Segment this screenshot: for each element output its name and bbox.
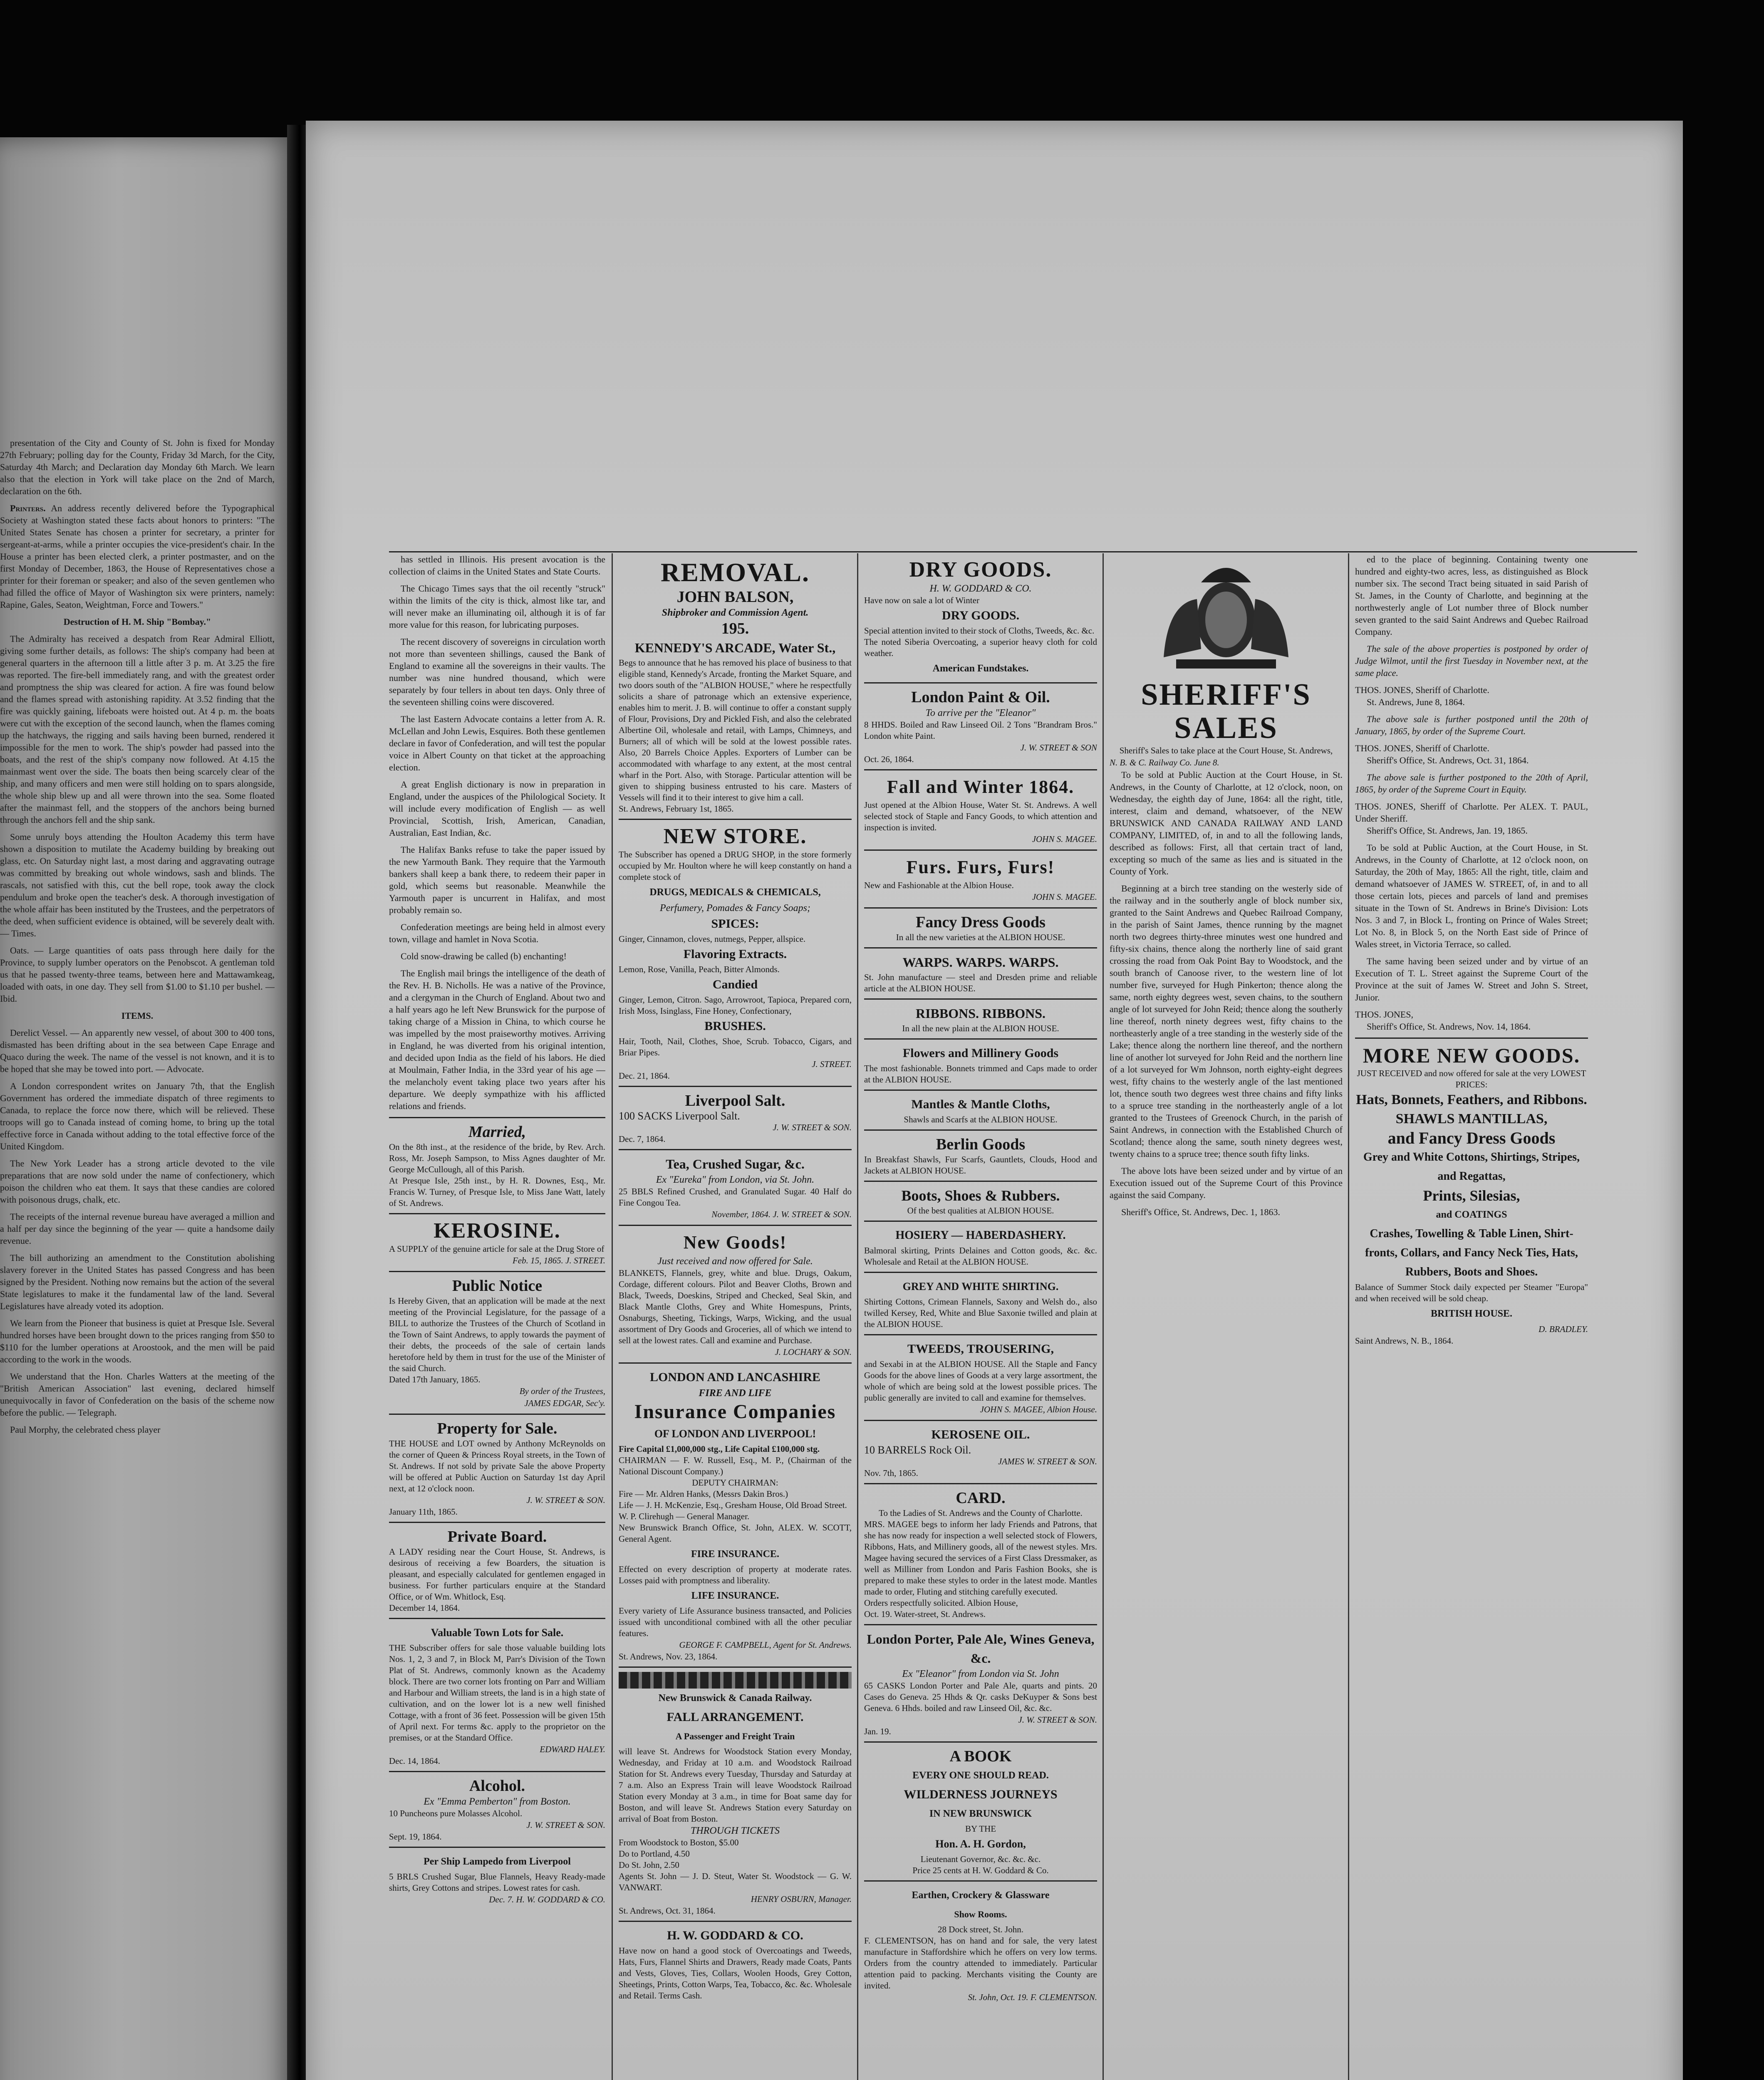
sheriff-sales-office: Sheriff's Office, St. Andrews, Dec. 1, 1863. xyxy=(1121,1207,1280,1217)
card-date: Oct. 19. Water-street, St. Andrews. xyxy=(864,1609,986,1619)
public-notice-heading: Public Notice xyxy=(452,1277,543,1295)
dry-goods-ad xyxy=(864,553,1097,682)
derelict-paragraph: Derelict Vessel. — An apparently new vessel, of about 300 to 400 tons, dismasted has been drifting about in the sea between Cape Enrage and Quaco during the week. The name of the vessel is not known, and it is to be hoped that she may be towed into port. — Advocate. xyxy=(0,1028,275,1074)
tract-continuation: ed to the place of beginning. Containing twenty one hundred and eighty-two acres, less, as distinguished as Block number six. The second Tract being situated in said Parish of St. James, in the County of Charlotte, and beginning at the northwesterly angle of Lot number three of Block number seven granted to the said Saint Andrews and Quebec Railroad Company. xyxy=(1355,554,1588,637)
london-paint-heading: London Paint & Oil. xyxy=(911,688,1050,706)
postponement-2-signature: THOS. JONES, Sheriff of Charlotte. xyxy=(1355,743,1489,753)
removal-body: Begs to announce that he has removed his place of business to that eligible stand, Kennedy's Arcade, fronting the Market Square, and two doors south of the "ALBION HOUSE," where he respectfully solicits a share of patronage which an extensive experience, enables him to merit. J. B. will continue to offer a constant supply of Flour, Provisions, Dry and Pickled Fish, and also the celebrated Albertine Oil, wholesale and retail, with Lamps, Chimneys, and Burners; all of which will be sold at the lowest possible rates. Also, 20 Barrels Choice Apples. Exporters of Lumber can be accommodated with wharfage to any extent, at the most central wharf in the Port. Also, with Storage. Particular attention will be given to shipping business entrusted to his care. Masters of Vessels will find it to their interest to give him a call. xyxy=(619,658,852,802)
kerosene-oil-date: Nov. 7th, 1865. xyxy=(864,1468,918,1478)
new-store-body: The Subscriber has opened a DRUG SHOP, in the store formerly occupied by Mr. Houlton where he will keep constantly on hand a complete stock of xyxy=(619,849,852,882)
lampedo-ad xyxy=(389,1847,605,1910)
kerosine-body: A SUPPLY of the genuine article for sale at the Drug Store of xyxy=(389,1244,605,1254)
kerosene-oil-heading: KEROSENE OIL. xyxy=(931,1428,1030,1441)
new-goods-subheading: Just received and now offered for Sale. xyxy=(657,1256,813,1267)
book-price: Price 25 cents at H. W. Goddard & Co. xyxy=(912,1865,1049,1875)
column-2 xyxy=(619,553,852,2080)
card-heading: CARD. xyxy=(956,1489,1006,1507)
removal-number: 195. xyxy=(721,620,749,637)
mantles-ad xyxy=(864,1090,1097,1129)
mantles-body: Shawls and Scarfs at the ALBION HOUSE. xyxy=(904,1114,1058,1124)
liverpool-salt-heading: Liverpool Salt. xyxy=(685,1092,785,1109)
more-new-goods-footer: Balance of Summer Stock daily expected per Steamer "Europa" and when received will be sold cheap. xyxy=(1355,1282,1588,1303)
oats-paragraph: Oats. — Large quantities of oats pass through here daily for the Province, to supply lumber operators on the Penobscot. A gentleman told us that he passed twenty-three teams, between here and Mattawamkeag, loaded with oats, in one day. They sell from $1.00 to $1.10 per bushel. — Ibid. xyxy=(0,945,275,1004)
porter-signature: J. W. STREET & SON. xyxy=(1018,1715,1097,1725)
crockery-address: 28 Dock street, St. John. xyxy=(938,1924,1023,1934)
more-new-goods-ad xyxy=(1355,1038,1588,1351)
insurance-heading: LONDON AND LANCASHIRE xyxy=(649,1370,821,1384)
railway-date: St. Andrews, Oct. 31, 1864. xyxy=(619,1906,716,1916)
sheriff-sales-railway: N. B. & C. Railway Co. June 8. xyxy=(1110,758,1219,768)
kerosine-heading: KEROSINE. xyxy=(434,1219,561,1243)
fall-winter-body: Just opened at the Albion House, Water St. St. Andrews. A well selected stock of Staple and Fancy Goods, to which attention and inspection is invited. xyxy=(864,800,1097,832)
warps-body: St. John manufacture — steel and Dresden prime and reliable article at the ALBION HOUSE. xyxy=(864,972,1097,993)
bombay-paragraph: The Admiralty has received a despatch from Rear Admiral Elliott, giving some further details, as follows: The ship's company had been at general quarters in the afternoon till a little after 3 p. m. At 3.25 the fire was reported. The fire-bell immediately rang, and with the greatest order and promptness the ship was cleared for action. A fire was found below and the flames spread with astonishing rapidity. At 3.52 finding that the fire was quickly gaining, lifeboats were hoisted out. At 4 p. m. the boats were cut with the exception of the second launch, when the flames coming up the hatchways, the rigging and sails having been burned, rendered it impossible for the men to work. The ship's powder had passed into the boats, and the rest of the ship's company now followed. At 4.15 the mainmast went over the side. The boats then being scarcely clear of the ship, and many officers and men were still holding on to spars alongside, the whole ship blew up and all were thrown into the sea. Some floated after the mainmast fell, and the stoppers of the anchors being burned through the anchors fell and the ship sank. xyxy=(0,634,275,825)
insurance-fire-body: Effected on every description of property at moderate rates. Losses paid with promptness and liberality. xyxy=(619,1564,852,1585)
postponement-3-date: Sheriff's Office, St. Andrews, Jan. 19, 1865. xyxy=(1367,825,1528,836)
insurance-deputy: DEPUTY CHAIRMAN: xyxy=(692,1478,778,1488)
public-notice-body: Is Hereby Given, that an application will be made at the next meeting of the Provincial Legislature, for the passage of a BILL to authorize the Trustees of the Church of Scotland in the Town of Saint Andrews, to apply towards the payment of their debts, the proceeds of the sale of certain lands heretofore held by them in trust for the use of the Minister of the said Church. xyxy=(389,1296,605,1373)
furs-body: New and Fashionable at the Albion House. xyxy=(864,880,1014,890)
more-new-goods-line-6: and COATINGS xyxy=(1436,1209,1507,1220)
book-author: Hon. A. H. Gordon, xyxy=(935,1838,1026,1850)
column-rule-4 xyxy=(1348,553,1349,2080)
previous-page-strip xyxy=(0,137,295,2080)
new-store-perfumery: Perfumery, Pomades & Fancy Soaps; xyxy=(660,903,810,914)
new-store-spices: SPICES: xyxy=(711,917,759,931)
kerosene-oil-signature: JAMES W. STREET & SON. xyxy=(998,1456,1097,1466)
fall-winter-ad xyxy=(864,769,1097,849)
column-4 xyxy=(1110,553,1343,2080)
insurance-branch: New Brunswick Branch Office, St. John, ALEX. W. SCOTT, General Agent. xyxy=(619,1523,852,1544)
porter-ad xyxy=(864,1624,1097,1741)
advocate-paragraph: The last Eastern Advocate contains a letter from A. R. McLellan and John Lewis, Esquires. Both these gentlemen declare in favor of Confederation, and will test the popular voice in Albert County on that ticket at the approaching election. xyxy=(389,714,605,773)
postponement-1-date: St. Andrews, June 8, 1864. xyxy=(1367,697,1465,707)
book-description: Lieutenant Governor, &c. &c. &c. xyxy=(920,1854,1041,1864)
new-store-candied: Candied xyxy=(712,978,758,991)
crockery-signature: St. John, Oct. 19. F. CLEMENTSON. xyxy=(968,1992,1097,2002)
tweeds-signature: JOHN S. MAGEE, Albion House. xyxy=(980,1404,1097,1414)
new-goods-body: BLANKETS, Flannels, grey, white and blue. Drugs, Oakum, Cordage, different colours. Pilot and Beaver Cloths, Brown and Black, Tweeds, Doeskins, Striped and Checked, Seal Skin, and Black Mantle Cloths, Grey and White Homespuns, Prints, Osnaburgs, Sheeting, Tickings, Warps, Wicking, and the usual assortment of Dry Goods and Groceries, all of which we intend to sell at the lowest rates. Call and examine and Purchase. xyxy=(619,1268,852,1345)
railway-ticket-stjohn: Do St. John, 2.50 xyxy=(619,1860,679,1870)
porter-body: 65 CASKS London Porter and Pale Ale, quarts and pints. 20 Cases do Geneva. 25 Hhds & Qr. casks DeKuyper & Sons best Geneva. 6 Hhds. boiled and raw Linseed Oil, &c. &c. xyxy=(864,1681,1097,1713)
book-ad xyxy=(864,1741,1097,1880)
postponement-3-signature: THOS. JONES, Sheriff of Charlotte. Per ALEX. T. PAUL, Under Sheriff. xyxy=(1355,801,1588,824)
insurance-signature: GEORGE F. CAMPBELL, Agent for St. Andrews. xyxy=(679,1640,852,1650)
left-page-column xyxy=(0,437,275,2080)
mantles-heading: Mantles & Mantle Cloths, xyxy=(911,1097,1050,1111)
town-lots-date: Dec. 14, 1864. xyxy=(389,1756,441,1766)
postponement-1: The sale of the above properties is postponed by order of Judge Wilmot, until the first Tuesday in November next, at the same place. xyxy=(1355,644,1588,678)
london-paint-body: 8 HHDS. Boiled and Raw Linseed Oil. 2 Tons "Brandram Bros." London white Paint. xyxy=(864,720,1097,741)
grey-shirting-heading: GREY AND WHITE SHIRTING. xyxy=(902,1280,1059,1293)
insurance-life-director: Life — J. H. McKenzie, Esq., Gresham House, Old Broad Street. xyxy=(619,1500,847,1510)
porter-date: Jan. 19. xyxy=(864,1726,891,1736)
more-new-goods-house: BRITISH HOUSE. xyxy=(1430,1308,1513,1319)
married-entry-1: On the 8th inst., at the residence of the bride, by Rev. Arch. Ross, Mr. Joseph Sampson, to Miss Agnes daughter of Mr. George McCullough, all of this Parish. xyxy=(389,1142,605,1174)
bombay-headline: Destruction of H. M. Ship "Bombay." xyxy=(63,617,211,627)
new-goods-heading: New Goods! xyxy=(683,1232,787,1253)
goddard-stock-ad xyxy=(619,1921,852,2006)
railway-train-engraving xyxy=(619,1672,852,1689)
fancy-dress-body: In all the new varieties at the ALBION HOUSE. xyxy=(896,932,1065,942)
sheriff-sales-body-3: The above lots have been seized under and by virtue of an Execution issued out of the Supreme Court of this Province against the said Company. xyxy=(1110,1166,1343,1200)
liverpool-salt-ad xyxy=(619,1086,852,1149)
flowers-millinery-heading: Flowers and Millinery Goods xyxy=(902,1046,1059,1060)
fancy-dress-ad xyxy=(864,907,1097,947)
new-store-brushes-body: Hair, Tooth, Nail, Clothes, Shoe, Scrub. Tobacco, Cigars, and Briar Pipes. xyxy=(619,1036,852,1057)
new-store-signature: J. STREET. xyxy=(812,1059,852,1069)
boots-shoes-ad xyxy=(864,1181,1097,1221)
postponement-2: The above sale is further postponed until the 20th of January, 1865, by order of the Supreme Court. xyxy=(1355,714,1588,736)
more-new-goods-line-5: Prints, Silesias, xyxy=(1423,1187,1520,1204)
book-heading: A BOOK xyxy=(949,1748,1012,1765)
book-subheading: EVERY ONE SHOULD READ. xyxy=(912,1770,1049,1781)
book-by: BY THE xyxy=(965,1824,996,1834)
property-sale-date: January 11th, 1865. xyxy=(389,1507,458,1517)
book-title: WILDERNESS JOURNEYS xyxy=(904,1788,1058,1801)
halifax-paragraph: The Halifax Banks refuse to take the paper issued by the new Yarmouth Bank. They require that the Yarmouth bankers shall keep a bank there, to redeem their paper in gold, which seems but reasonable. Meanwhile the Yarmouth paper is uncurrent in Halifax, and most probably remain so. xyxy=(389,844,605,915)
ribbons-heading: RIBBONS. RIBBONS. xyxy=(915,1006,1046,1021)
town-lots-heading: Valuable Town Lots for Sale. xyxy=(431,1627,564,1639)
ribbons-body: In all the new plain at the ALBION HOUSE. xyxy=(902,1023,1059,1033)
public-notice-signature: JAMES EDGAR, Sec'y. xyxy=(524,1398,605,1408)
illinois-paragraph: has settled in Illinois. His present avocation is the collection of claims in the United States and State Courts. xyxy=(389,554,605,577)
street-sale: To be sold at Public Auction, at the Court House, in St. Andrews, in the County of Charlotte, at 12 o'clock noon, on Saturday, the 20th of May, 1865: All the right, title, claim and demand whatsoever of JAMES W. STREET, of, in and to all those certain lots, pieces and parcels of land and premises situate in the Town of St. Andrews in Brine's Division: Lots Nos. 3 and 7, in Block L, fronting on Prince of Wales Street; Lot No. 8, in Block 5, on the North East side of Prince of Wales street, in Victoria Terrace, so called. xyxy=(1355,842,1588,949)
porter-subheading: Ex "Eleanor" from London via St. John xyxy=(902,1669,1059,1679)
public-notice-ad xyxy=(389,1271,605,1414)
liverpool-salt-signature: J. W. STREET & SON. xyxy=(773,1122,852,1132)
card-ad xyxy=(864,1483,1097,1624)
railway-subheading: FALL ARRANGEMENT. xyxy=(666,1710,804,1724)
married-entry-2: At Presque Isle, 25th inst., by H. R. Downes, Esq., Mr. Francis W. Turney, of Presque Isle, to Miss Jane Watt, lately of St. Andrews. xyxy=(389,1176,605,1208)
election-paragraph: presentation of the City and County of St. John is fixed for Monday 27th February; polling day for the County, Friday 3d March, for the City, Saturday 4th March; and Declaration day Monday 6th March. We learn also that the election in York will take place on the 2nd of March, declaration on the 6th. xyxy=(0,438,275,496)
dry-goods-body-3: The noted Siberia Overcoating, a superior heavy cloth for cold weather. xyxy=(864,637,1097,658)
railway-tickets-heading: THROUGH TICKETS xyxy=(690,1825,780,1836)
insurance-fire-director: Fire — Mr. Aldren Hanks, (Messrs Dakin Bros.) xyxy=(619,1489,788,1499)
london-paint-signature: J. W. STREET & SON xyxy=(1020,743,1097,753)
alcohol-date: Sept. 19, 1864. xyxy=(389,1832,442,1842)
london-paint-subheading: To arrive per the "Eleanor" xyxy=(925,708,1036,718)
kerosene-oil-ad xyxy=(864,1420,1097,1483)
liverpool-salt-body: 100 SACKS Liverpool Salt. xyxy=(619,1110,740,1122)
railway-agents: Agents St. John — J. D. Steut, Water St. Woodstock — G. W. VANWART. xyxy=(619,1871,852,1892)
furs-heading: Furs. Furs, Furs! xyxy=(906,857,1055,877)
hosiery-heading: HOSIERY — HABERDASHERY. xyxy=(895,1229,1066,1242)
more-new-goods-signature: D. BRADLEY. xyxy=(1539,1324,1588,1334)
dry-goods-body-2: Special attention invited to their stock of Cloths, Tweeds, &c. &c. xyxy=(864,626,1095,636)
private-board-ad xyxy=(389,1522,605,1618)
alcohol-subheading: Ex "Emma Pemberton" from Boston. xyxy=(424,1796,571,1807)
insurance-life-body: Every variety of Life Assurance business transacted, and Policies issued with unconditional combined with all the other peculiar features. xyxy=(619,1606,852,1638)
items-headline: ITEMS. xyxy=(121,1010,154,1021)
sheriff-sales-intro: Sheriff's Sales to take place at the Court House, St. Andrews, xyxy=(1119,745,1333,755)
more-new-goods-line-7: Crashes, Towelling & Table Linen, Shirt-fronts, Collars, and Fancy Neck Ties, Hats, Rubbers, Boots and Shoes. xyxy=(1365,1227,1578,1278)
new-store-ad xyxy=(619,819,852,1086)
dry-goods-name: H. W. GODDARD & CO. xyxy=(929,583,1032,594)
alcohol-ad xyxy=(389,1771,605,1847)
insurance-date: St. Andrews, Nov. 23, 1864. xyxy=(619,1652,718,1662)
goddard-stock-body: Have now on hand a good stock of Overcoatings and Tweeds, Hats, Furs, Flannel Shirts and Drawers, Ready made Coats, Pants and Vests, Gloves, Ties, Collars, Woolen Hoods, Grey Cotton, Sheetings, Prints, Cotton Warps, Tea, Tobacco, &c. &c. Wholesale and Retail. Terms Cash. xyxy=(619,1946,852,2001)
public-notice-order: By order of the Trustees, xyxy=(519,1386,605,1396)
removal-heading: REMOVAL. xyxy=(661,557,810,587)
new-store-drugs: DRUGS, MEDICALS & CHEMICALS, xyxy=(649,887,821,898)
tea-sugar-heading: Tea, Crushed Sugar, &c. xyxy=(666,1156,805,1171)
tea-sugar-subheading: Ex "Eureka" from London, via St. John. xyxy=(656,1174,815,1185)
slavery-paragraph: The bill authorizing an amendment to the Constitution abolishing slavery forever in the United States has passed Congress and has been signed by the President. Nothing now remains but the action of the several State legislatures to make it the fundamental law of the land. Several Legislatures have already voted its adoption. xyxy=(0,1253,275,1311)
card-addressee: To the Ladies of St. Andrews and the County of Charlotte. xyxy=(879,1508,1083,1518)
street-sale-date: Sheriff's Office, St. Andrews, Nov. 14, 1864. xyxy=(1367,1021,1531,1032)
top-rule xyxy=(389,551,1637,552)
column-3 xyxy=(864,553,1097,2080)
column-rule-2 xyxy=(857,553,858,2080)
dry-goods-heading-2: DRY GOODS. xyxy=(941,609,1020,622)
column-rule-3 xyxy=(1102,553,1104,2080)
new-store-flavoring-body: Lemon, Rose, Vanilla, Peach, Bitter Almonds. xyxy=(619,964,780,974)
column-rule-1 xyxy=(612,553,613,2080)
private-board-body: A LADY residing near the Court House, St. Andrews, is desirous of receiving a few Boarders, the situation is pleasant, and especially calculated for gentlemen engaged in business. For further particulars enquire at the Standard Office, or of Wm. Whitlock, Esq. xyxy=(389,1547,605,1602)
ribbons-ad xyxy=(864,998,1097,1038)
married-notice xyxy=(389,1117,605,1213)
dry-goods-heading: DRY GOODS. xyxy=(909,558,1052,582)
street-sale-body: The same having been seized under and by virtue of an Execution of T. L. Street against the Supreme Court of the Province at the suit of James W. Street and John S. Street, Junior. xyxy=(1355,956,1588,1003)
fall-winter-heading: Fall and Winter 1864. xyxy=(887,777,1075,797)
london-paint-ad xyxy=(864,682,1097,769)
alcohol-heading: Alcohol. xyxy=(469,1777,525,1795)
nicholls-paragraph: The English mail brings the intelligence of the death of the Rev. H. B. Nicholls. He was a native of the Province, and a clergyman in the Church of England. About two and a half years ago he left New Brunswick for the purpose of taking charge of a Mission in China, to which course he was impelled by the most praiseworthy motives. Arriving in England, he was diverted from his original intention, and decided upon India as the field of his labors. He died at Moulmain, Father India, in the 33rd year of his age — the melancholy event taking place two years after his departure. We deeply sympathize with his afflicted relations and friends. xyxy=(389,968,605,1111)
kerosene-oil-body: 10 BARRELS Rock Oil. xyxy=(864,1444,971,1456)
chicago-oil-paragraph: The Chicago Times says that the oil recently "struck" within the limits of the city is thick, almost like tar, and will never make an illuminating oil, although it is of far more value for this reason, for lubricating purposes. xyxy=(389,583,605,630)
more-new-goods-subheading: JUST RECEIVED and now offered for sale at the very LOWEST PRICES: xyxy=(1357,1068,1586,1090)
dry-goods-body: Have now on sale a lot of Winter xyxy=(864,595,979,605)
hosiery-body: Balmoral skirting, Prints Delaines and Cotton goods, &c. &c. Wholesale and Retail at the ALBION HOUSE. xyxy=(864,1246,1097,1267)
crockery-subheading: Show Rooms. xyxy=(954,1909,1007,1919)
town-lots-body: THE Subscriber offers for sale those valuable building lots Nos. 1, 2, 3 and 7, in Block M, Parr's Division of the Town Plat of St. Andrews, commonly known as the Academy block. There are two corner lots fronting on Parr and William and Harbour and William streets, the land is in a high state of cultivation, and on the lower lot is a new well finished Cottage, with a front of 36 feet. Possession will be given 15th of April next. For terms &c. apply to the proprietor on the premises, or at the Standard Office. xyxy=(389,1643,605,1743)
insurance-name: Insurance Companies xyxy=(634,1401,836,1423)
kerosine-signature: Feb. 15, 1865. J. STREET. xyxy=(512,1255,605,1265)
boots-shoes-body: Of the best qualities at ALBION HOUSE. xyxy=(907,1206,1054,1216)
insurance-fire-heading: FIRE INSURANCE. xyxy=(691,1549,780,1560)
railway-ad xyxy=(619,1666,852,1921)
fall-winter-signature: JOHN S. MAGEE. xyxy=(1032,834,1097,844)
more-new-goods-heading: MORE NEW GOODS. xyxy=(1363,1044,1581,1067)
furs-ad xyxy=(864,849,1097,907)
railway-heading: New Brunswick & Canada Railway. xyxy=(658,1693,812,1704)
warps-ad xyxy=(864,947,1097,998)
lampedo-body: 5 BRLS Crushed Sugar, Blue Flannels, Heavy Ready-made shirts, Grey Cottons and stripes. Lowest rates for cash. xyxy=(389,1872,605,1893)
removal-place: KENNEDY'S ARCADE, Water St., xyxy=(634,640,836,655)
column-5 xyxy=(1355,553,1588,2080)
new-store-date: Dec. 21, 1864. xyxy=(619,1071,670,1081)
flowers-millinery-ad xyxy=(864,1038,1097,1090)
railway-train: A Passenger and Freight Train xyxy=(675,1731,795,1741)
crockery-heading: Earthen, Crockery & Glassware xyxy=(912,1890,1050,1901)
town-lots-ad xyxy=(389,1618,605,1771)
private-board-heading: Private Board. xyxy=(447,1528,547,1545)
insurance-chairman: CHAIRMAN — F. W. Russell, Esq., M. P., (Chairman of the National Discount Company.) xyxy=(619,1455,852,1476)
private-board-date: December 14, 1864. xyxy=(389,1603,460,1613)
new-store-flavoring: Flavoring Extracts. xyxy=(683,947,787,961)
liverpool-salt-date: Dec. 7, 1864. xyxy=(619,1134,666,1144)
kerosine-ad xyxy=(389,1213,605,1271)
railway-ticket-boston: From Woodstock to Boston, $5.00 xyxy=(619,1837,739,1847)
postponement-1-signature: THOS. JONES, Sheriff of Charlotte. xyxy=(1355,685,1489,695)
porter-heading: London Porter, Pale Ale, Wines Geneva, &c. xyxy=(867,1632,1095,1666)
warps-heading: WARPS. WARPS. WARPS. xyxy=(902,955,1059,970)
leader-paragraph: The New York Leader has a strong article devoted to the vile preparations that are now sold under the name of confectionery, which poison the children who eat them. It says that these candies are colored with poisonous drugs, chalk, etc. xyxy=(0,1158,275,1205)
new-goods-ad xyxy=(619,1225,852,1362)
revenue-paragraph: The receipts of the internal revenue bureau have averaged a million and a half per day since the beginning of the year — quite a handsome daily revenue. xyxy=(0,1211,275,1246)
snow-paragraph: Cold snow-drawing be called (b) enchanting! xyxy=(401,951,567,961)
dictionary-paragraph: A great English dictionary is now in preparation in England, under the auspices of the Philological Society. It will include every modification of English — as well Provincial, Scottish, Irish, American, Canadian, Australian, East Indian, &c. xyxy=(389,779,605,838)
removal-title: Shipbroker and Commission Agent. xyxy=(662,607,809,618)
berlin-goods-body: In Breakfast Shawls, Fur Scarfs, Gauntlets, Clouds, Hood and Jackets at ALBION HOUSE. xyxy=(864,1154,1097,1176)
fancy-dress-heading: Fancy Dress Goods xyxy=(916,914,1046,931)
new-store-spices-body: Ginger, Cinnamon, cloves, nutmegs, Pepper, allspice. xyxy=(619,934,806,944)
sheriff-sales-body-2: Beginning at a birch tree standing on the westerly side of the railway and in the southerly angle of block number six, granted to the Saint Andrews and Quebec Railroad Company, in the parish of Saint James, thence running by the magnet north two degrees thirty-three minutes west one hundred and fifty-six chains, thence along the northerly line of said grant crossing the road from Oak Point Bay to Woodstock, and the south branch of Canoose river, to the western line of lot number five, surveyed for Hugh Pinkerton; thence along the same, north eighty degrees west, seven chains, to the southern angle of lot surveyed for John Reid; thence along the southerly line thereof, north ninety degrees west, fifty chains to the northeasterly angle of a tree standing in the westerly side of the Lake; thence along the northern line thereof, and the northern line of another lot surveyed for John Reid and the northern line of a lot surveyed for Wm Johnson, north eighty-eight degrees west, fifty chains to the westerly angle of the last mentioned lot, thence south two degrees west three chains and fifty links to a spruce tree standing in the northeasterly angle of a lot granted to the Trustees of Greenock Church, in the parish of Saint Andrews, in connection with the Established Church of Scotland; thence along the same, south ninety degrees west, twenty chains to a spruce tree; thence south fifty links. xyxy=(1110,883,1343,1159)
morphy-paragraph: Paul Morphy, the celebrated chess player xyxy=(10,1424,161,1435)
property-sale-body: THE HOUSE and LOT owned by Anthony McReynolds on the corner of Queen & Princess Royal streets, in the Town of St. Andrews. If not sold by private Sale the above Property will be offered at Public Auction on Saturday 1st day April next, at 12 o'clock noon. xyxy=(389,1439,605,1493)
tea-sugar-body: 25 BBLS Refined Crushed, and Granulated Sugar. 40 Half do Fine Congou Tea. xyxy=(619,1186,852,1208)
lampedo-signature: Dec. 7. H. W. GODDARD & CO. xyxy=(489,1894,605,1904)
furs-signature: JOHN S. MAGEE. xyxy=(1032,892,1097,902)
removal-name: JOHN BALSON, xyxy=(676,588,794,606)
railway-ticket-portland: Do to Portland, 4.50 xyxy=(619,1849,690,1859)
alcohol-signature: J. W. STREET & SON. xyxy=(526,1820,605,1830)
card-body: MRS. MAGEE begs to inform her lady Friends and Patrons, that she has now ready for inspection a well selected stock of Flowers, Ribbons, Hats, and Millinery goods, all of the newest styles. Mrs. Magee having secured the services of a First Class Dressmaker, as well as Milliner from London and Paris Fashion Books, she is prepared to make these styles to order in the latest mode. Mantles made to order, Fluting and stitching carefully executed. xyxy=(864,1519,1097,1597)
berlin-goods-heading: Berlin Goods xyxy=(936,1136,1026,1153)
removal-ad xyxy=(619,553,852,819)
hosiery-ad xyxy=(864,1221,1097,1272)
london-paint-date: Oct. 26, 1864. xyxy=(864,754,914,764)
sheriff-sales-heading: SHERIFF'S SALES xyxy=(1141,678,1311,745)
postponement-2-date: Sheriff's Office, St. Andrews, Oct. 31, 1864. xyxy=(1367,755,1529,765)
public-notice-date: Dated 17th January, 1865. xyxy=(389,1374,481,1384)
property-sale-heading: Property for Sale. xyxy=(437,1420,557,1437)
london-paragraph: A London correspondent writes on January 7th, that the English Government has ordered the immediate dispatch of three regiments to Canada, to replace the force now there, which will be relieved. These troops will go to Canada instead of coming home, to bring up the total effective force in Canada without adding to the total effective force of the United Kingdom. xyxy=(0,1081,275,1151)
street-sale-signature: THOS. JONES, xyxy=(1355,1009,1413,1020)
insurance-manager: W. P. Clirehugh — General Manager. xyxy=(619,1511,750,1521)
newspaper-page xyxy=(306,121,1683,2080)
insurance-ad xyxy=(619,1362,852,1666)
more-new-goods-line-3: and Fancy Dress Goods xyxy=(1387,1129,1556,1147)
tweeds-body: and Sexabi in at the ALBION HOUSE. All the Staple and Fancy Goods for the above lines of Goods at a very large assortment, the whole of which are being sold at the lowest possible prices. The public generally are invited to call and examine for themselves. xyxy=(864,1359,1097,1403)
new-store-heading: NEW STORE. xyxy=(663,825,807,848)
insurance-life-heading: LIFE INSURANCE. xyxy=(691,1590,779,1601)
pioneer-paragraph: We learn from the Pioneer that business is quiet at Presque Isle. Several hundred horses have been brought down to the prices ranging from $50 to $110 for the lumber operations at Aroostook, and the men will be paid according to the work in the woods. xyxy=(0,1318,275,1364)
sheriff-sales-body-1: To be sold at Public Auction at the Court House, in St. Andrews, in the County of Charlotte, at 12 o'clock, noon, on Wednesday, the eighth day of June, 1864: all the right, title, interest, claim and demand, whatsoever, of the NEW BRUNSWICK AND CANADA RAILWAY AND LAND COMPANY, LIMITED, of, in and to all the following lands, described as follows: First, all that certain tract of land, excepting so much of the same as lies and is situated in the County of York. xyxy=(1110,770,1343,877)
railway-body: will leave St. Andrews for Woodstock Station every Monday, Wednesday, and Friday at 10 a.m. and Woodstock Railroad Station for St. Andrews every Tuesday, Thursday and Saturday at 7 a.m. Also an Express Train will leave Woodstock Railroad Station every Monday at 3 a.m., in time for Boat same day for Boston, and will leave St. Andrews Station every Saturday on arrival of Boat from Boston. xyxy=(619,1746,852,1824)
new-store-brushes: BRUSHES. xyxy=(704,1019,766,1033)
new-store-candied-body: Ginger, Lemon, Citron. Sago, Arrowroot, Tapioca, Prepared corn, Irish Moss, Isinglass, Fine Honey, Confectionary, xyxy=(619,995,852,1016)
grey-shirting-ad xyxy=(864,1272,1097,1334)
book-place: IN NEW BRUNSWICK xyxy=(929,1808,1032,1819)
insurance-capital: Fire Capital £1,000,000 stg., Life Capital £100,000 stg. xyxy=(619,1444,820,1454)
lampedo-heading: Per Ship Lampedo from Liverpool xyxy=(424,1856,571,1867)
tea-sugar-signature: November, 1864. J. W. STREET & SON. xyxy=(711,1209,852,1219)
column-1 xyxy=(389,553,605,2080)
town-lots-signature: EDWARD HALEY. xyxy=(540,1744,605,1754)
watters-paragraph: We understand that the Hon. Charles Watters at the meeting of the "British American Association" last evening, declared himself unequivocally in favor of Confederation on the basis of the scheme now before the public. — Telegraph. xyxy=(0,1371,275,1418)
removal-date: St. Andrews, February 1st, 1865. xyxy=(619,804,734,814)
insurance-place: OF LONDON AND LIVERPOOL! xyxy=(654,1428,816,1440)
crockery-ad xyxy=(864,1880,1097,2008)
crockery-body: F. CLEMENTSON, has on hand and for sale, the very latest manufacture in Staffordshire which he offers on very low terms. Orders from the country attended to immediately. Particular attention paid to packing. Merchants visiting the County are invited. xyxy=(864,1936,1097,1991)
flowers-millinery-body: The most fashionable. Bonnets trimmed and Caps made to order at the ALBION HOUSE. xyxy=(864,1063,1097,1085)
insurance-subheading: FIRE AND LIFE xyxy=(699,1388,772,1399)
printers-paragraph: Printers. An address recently delivered before the Typographical Society at Washington stated these facts about honors to printers: "The United States Senate has chosen a printer for secretary, a printer for sergeant-at-arms, while a printer occupies the vice-president's chair. In the House a printer has been elected clerk, a printer postmaster, and on the first Monday of December, 1863, the House of Representatives chose a printer for their foreman or speaker; and also of the seven gentlemen who had filled the office of Mayor of Washington six were printers, namely: Rapine, Gales, Seaton, Weightman, Force and Towers." xyxy=(0,503,275,610)
more-new-goods-line-1: Hats, Bonnets, Feathers, and Ribbons. xyxy=(1356,1092,1587,1107)
property-sale-signature: J. W. STREET & SON. xyxy=(526,1495,605,1505)
grey-shirting-body: Shirting Cottons, Crimean Flannels, Saxony and Welsh do., also twilled Kersey, Red, White and Blue Saxonie twilled and plain at the ALBION HOUSE. xyxy=(864,1297,1097,1329)
alcohol-body: 10 Puncheons pure Molasses Alcohol. xyxy=(389,1808,523,1818)
dry-goods-footer: American Fundstakes. xyxy=(932,663,1029,674)
more-new-goods-line-4: Grey and White Cottons, Shirtings, Stripes, and Regattas, xyxy=(1363,1151,1580,1183)
more-new-goods-line-2: SHAWLS MANTILLAS, xyxy=(1395,1111,1548,1127)
confederation-paragraph: Confederation meetings are being held in almost every town, village and hamlet in Nova Scotia. xyxy=(389,922,605,944)
berlin-goods-ad xyxy=(864,1129,1097,1181)
new-goods-signature: J. LOCHARY & SON. xyxy=(775,1347,852,1357)
sovereigns-paragraph: The recent discovery of sovereigns in circulation worth not more than seventeen shillings, caused the Bank of England to examine all the sovereigns in their vaults. The number was nine hundred thousand, which were separately by four tellers in about ten days. Only three of the seventeen shilling coins were discovered. xyxy=(389,636,605,707)
goddard-stock-heading: H. W. GODDARD & CO. xyxy=(667,1929,803,1942)
tea-sugar-ad xyxy=(619,1149,852,1225)
tweeds-ad xyxy=(864,1334,1097,1420)
card-footer: Orders respectfully solicited. Albion House, xyxy=(864,1598,1018,1608)
boots-shoes-heading: Boots, Shoes & Rubbers. xyxy=(901,1187,1060,1204)
houlton-paragraph: Some unruly boys attending the Houlton Academy this term have shown a disposition to mutilate the Academy building by breaking out glass, etc. On Saturday night last, a most daring and aggravating outrage was committed by breaking out whole windows, sash and blinds. The rascals, not satisfied with this, cut the bell rope, took away the clock pendulum and broke open the teacher's desk. A thorough investigation of the whole affair has been instituted by the Trustees, and the perpetrators of the deed, when sufficient evidence is obtained, will be severely dealt with. — Times. xyxy=(0,832,275,938)
tweeds-heading: TWEEDS, TROUSERING, xyxy=(907,1342,1054,1356)
married-heading: Married, xyxy=(468,1123,526,1141)
railway-signature: HENRY OSBURN, Manager. xyxy=(751,1894,852,1904)
postponement-3: The above sale is further postponed to the 20th of April, 1865, by order of the Supreme Court in Equity. xyxy=(1355,772,1588,795)
royal-coat-of-arms-icon xyxy=(1139,553,1313,678)
property-sale-ad xyxy=(389,1414,605,1522)
more-new-goods-date: Saint Andrews, N. B., 1864. xyxy=(1355,1336,1454,1346)
